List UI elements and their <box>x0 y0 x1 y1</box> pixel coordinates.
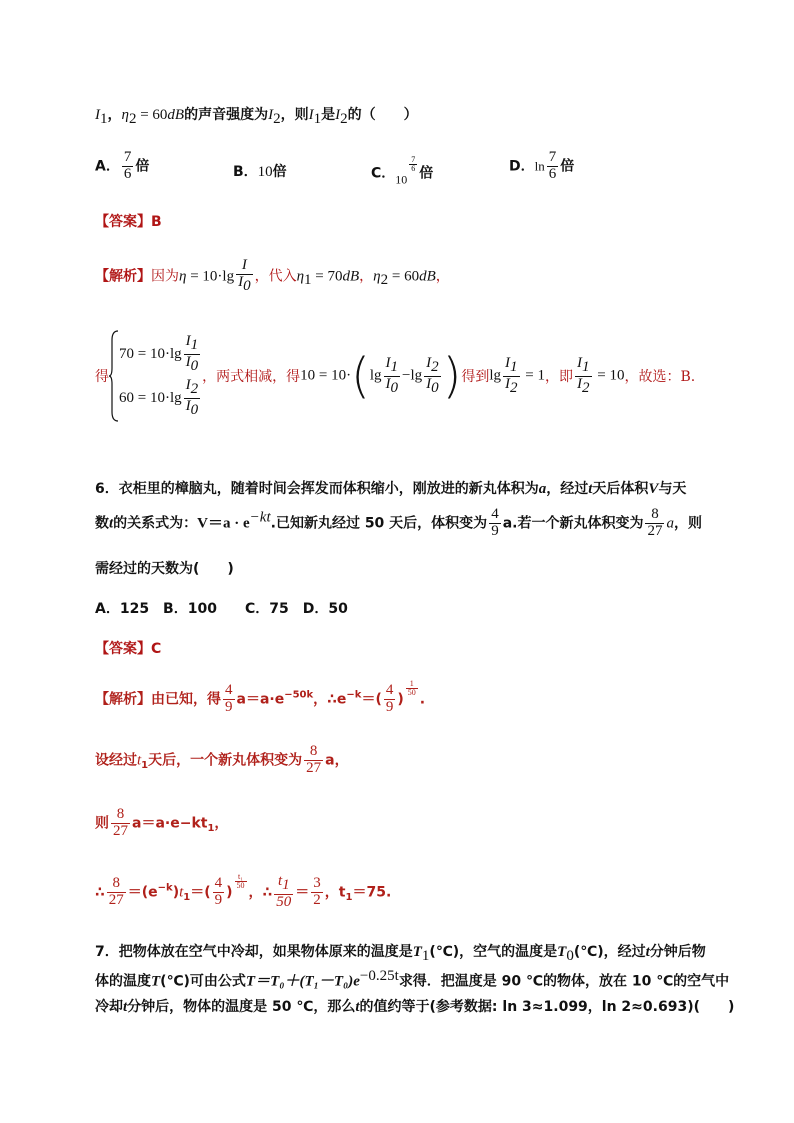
q5-option-d: D．ln $\frac{7}{6}$ 倍 <box>509 149 575 182</box>
q6-answer: 【答案】C <box>95 641 162 657</box>
q6-options: A．125 B．100 C．75 D．50 <box>95 601 348 617</box>
q6-stem-line3: 需经过的天数为( ) <box>95 561 234 577</box>
q5-system-equations: 得 70 = 10·lg $\frac{I_1}{I_0}$ 60 = 10·lg $\frac{I_2}{I_0}$ ，两式相减，得10 = 10·(lg $\frac{I_1}{I_0}$ −lg $\frac{I_2}{I_0}$ )得到lg $\frac{I_1}{I_2}$ = 1，即 $\frac{I_1}{I_2}$ = 10，故选：B. <box>95 330 695 422</box>
q6-analysis-step2: 设经过$t_1$天后，一个新丸体积变为 $\frac{8}{27}$ a， <box>95 743 349 776</box>
q5-analysis: 【解析】因为η = 10·lg $\frac{I}{I_0}$ ，代入$\eta_1 = 70dB$，$\eta_2 = 60dB$， <box>95 257 450 294</box>
q5-answer: 【答案】B <box>95 214 162 230</box>
q6-stem-line1: 6．衣柜里的樟脑丸，随着时间会挥发而体积缩小，刚放进的新丸体积为a，经过t天后体积V与天 <box>95 481 687 497</box>
q5-option-c: C．10 $\frac{7}{6}$ 倍 <box>371 155 434 187</box>
q5-option-a: A． $\frac{7}{6}$ 倍 <box>95 149 150 182</box>
q6-analysis-step3: 则 $\frac{8}{27}$ $a=a\cdot e-kt_1$， <box>95 806 229 839</box>
q7-stem-line1: 7．把物体放在空气中冷却，如果物体原来的温度是$T_1(℃)$，空气的温度是$T_0(℃)$，经过t分钟后物 <box>95 944 706 964</box>
q5-stem-continuation: $I_1$，$\eta_2 = 60dB$的声音强度为$I_2$，则$I_1$是$I_2$的（ ） <box>95 107 418 127</box>
q7-stem-line2: 体的温度T(℃)可由公式$T=T_0+(T_1-T_0)e^{-0.25t}$求得．把温度是 90 ℃的物体，放在 10 ℃的空气中 <box>95 968 730 990</box>
left-brace <box>109 330 119 422</box>
q6-analysis-step1: 【解析】由已知，得 $\frac{4}{9}$ $a=a\cdot e^{-50k}$，$\therefore e^{-k}=$( $\frac{4}{9}$ ) $\frac{1}{50}$ . <box>95 679 426 715</box>
q6-stem-line2: 数t的关系式为：$V=a \cdot e^{-kt}$.已知新丸经过 50 天后，体积变为 $\frac{4}{9}$ a.若一个新丸体积变为 $\frac{8}{27}$ a，则 <box>95 506 702 539</box>
q7-stem-line3: 冷却t分钟后，物体的温度是 50 ℃，那么t的值约等于(参考数据: ln 3≈1.099，ln 2≈0.693)( ) <box>95 999 735 1015</box>
q6-analysis-step4: ∴ $\frac{8}{27}$ $=(e^{-k})t_1=$( $\frac{4}{9}$ ) $\frac{\text{t₁}}{50}$ ，∴ $\frac{t_1}{50}$ ＝ $\frac{3}{2}$ ，$t_1=75$. <box>95 872 392 910</box>
q5-option-b: B．10倍 <box>233 164 287 180</box>
